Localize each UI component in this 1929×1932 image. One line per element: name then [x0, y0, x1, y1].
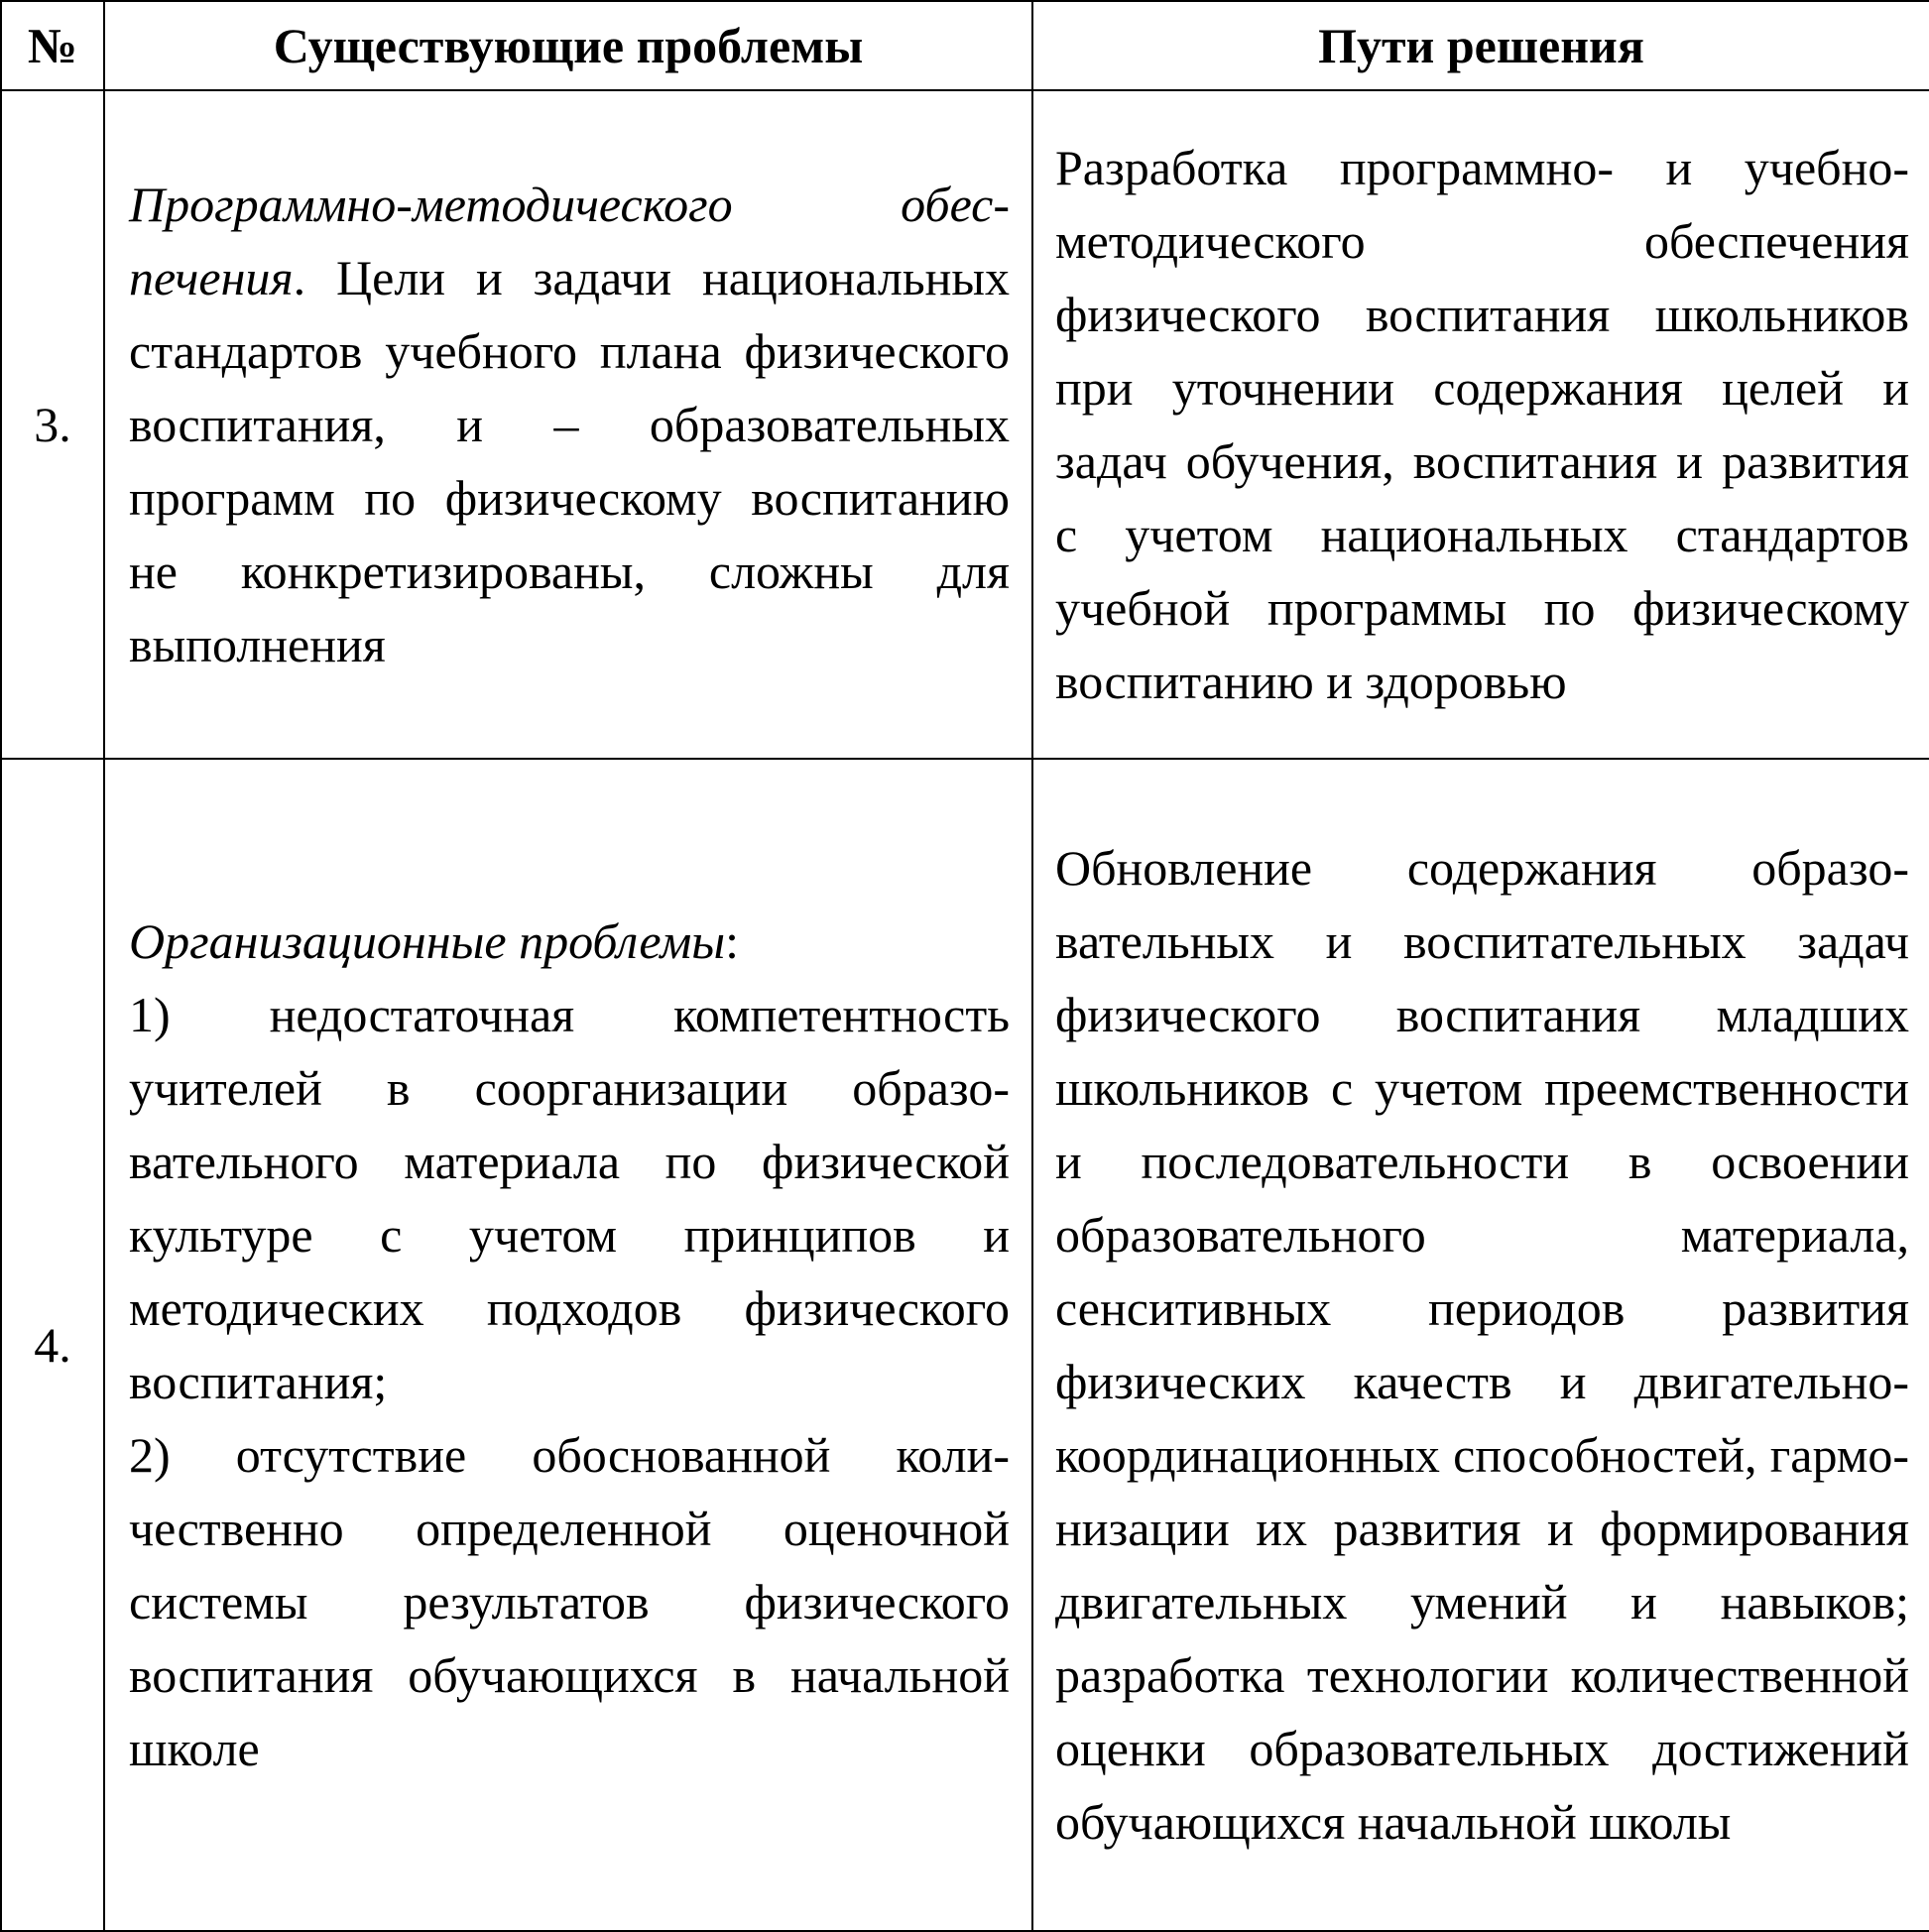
- row-number: 4.: [1, 759, 104, 1931]
- solution-cell: [1032, 759, 1929, 1931]
- problem-heading: [129, 905, 1010, 978]
- problem-title: Программно-методического обеспечения: [129, 177, 1010, 305]
- header-row: [1, 1, 1929, 90]
- header-problems: Существующие проблемы: [104, 1, 1032, 90]
- solution-text: Разработка программно- и учебно-методического обеспечения физического воспитания школьников при уточнении содержания целей и задач обучения, воспитания и развития с учетом национальных стандартов учебной программы по физическому воспитанию и здоровью: [1055, 140, 1909, 709]
- header-number: №: [1, 1, 104, 90]
- problem-cell: [104, 90, 1032, 759]
- problem-title-suffix: :: [725, 913, 740, 969]
- problem-cell: [104, 759, 1032, 1931]
- row-number: 3.: [1, 90, 104, 759]
- problem-text: [105, 905, 1031, 1785]
- problem-description: . Цели и задачи национальных стандартов учебного плана физического воспитания, и – образовательных программ по физическому воспитанию не конкретизированы, сложны для выполнения: [129, 250, 1010, 672]
- solution-text: Обновление содержания образовательных и воспитательных задач физического воспитания младших школьников с учетом преемственности и последовательности в освоении образовательного материала, сенситивных периодов развития физических качеств и двигательно-координационных способностей, гармонизации их развития и формирования двигательных умений и навыков; разработка технологии количественной оценки образовательных достижений обучающихся начальной школы: [1055, 840, 1909, 1850]
- header-solutions: Пути решения: [1032, 1, 1929, 90]
- problem-item: 2) отсутствие обоснованной количественно определенной оценочной системы результатов физического воспитания обучающихся в начальной школе: [129, 1427, 1010, 1776]
- solution-cell: [1032, 90, 1929, 759]
- problem-item: 1) недостаточная компетентность учителей в соорганизации образовательного материала по физической культуре с учетом принципов и методических подходов физического воспитания;: [129, 987, 1010, 1409]
- problem-title: Организационные проблемы: [129, 913, 726, 969]
- problem-text: [105, 168, 1031, 681]
- table-row: [1, 759, 1929, 1931]
- table-row: [1, 90, 1929, 759]
